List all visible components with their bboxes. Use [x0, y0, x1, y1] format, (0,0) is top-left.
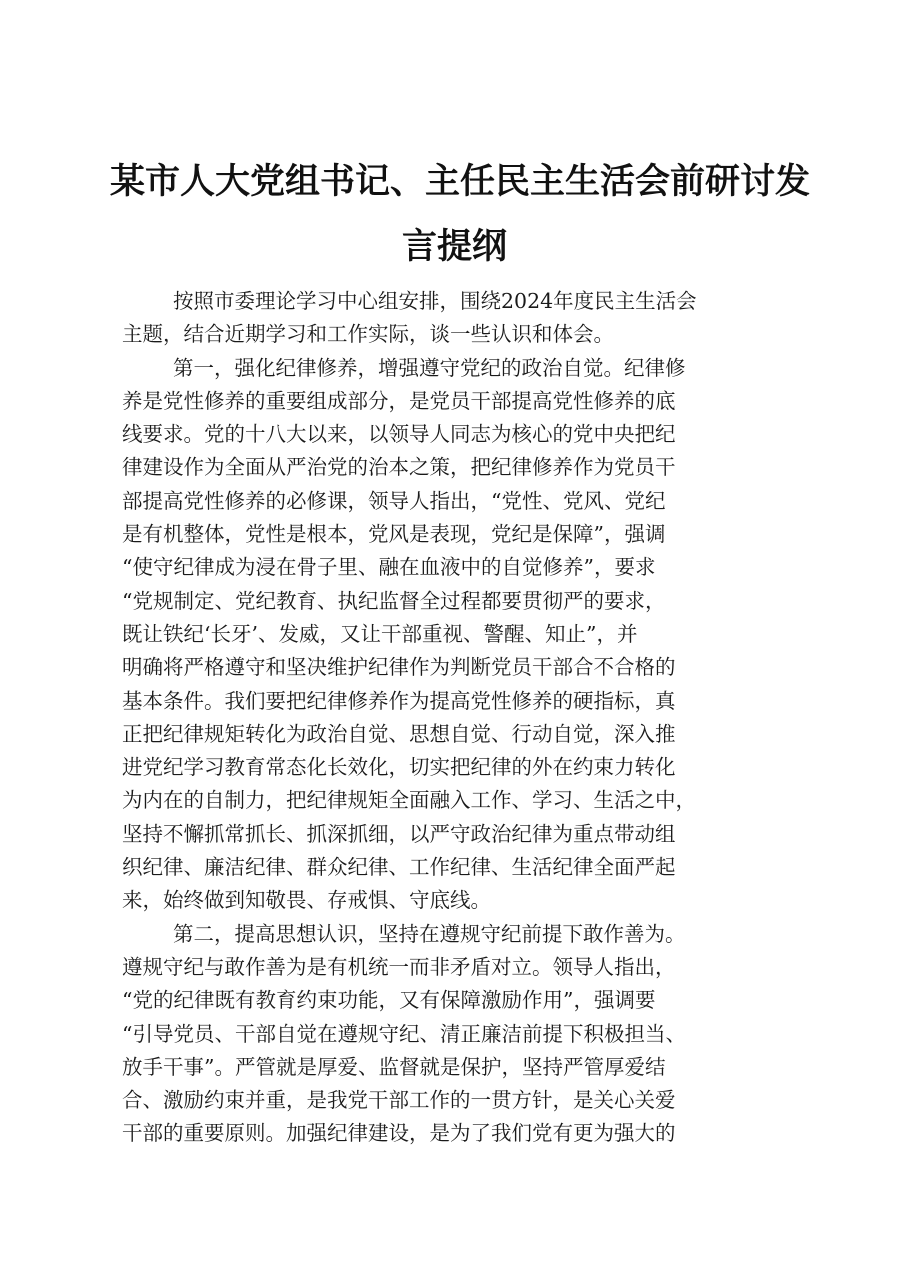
body-line: 正把纪律规矩转化为政治自觉、思想自觉、行动自觉，深入推 [122, 721, 676, 746]
body-line: “引导党员、干部自觉在遵规守纪、清正廉洁前提下积极担当、 [122, 1021, 686, 1046]
document-title-line-1: 某市人大党组书记、主任民主生活会前研讨发 [110, 161, 811, 202]
body-line: 干部的重要原则。加强纪律建设，是为了我们党有更为强大的 [122, 1121, 676, 1146]
body-line: “党规制定、党纪教育、执纪监督全过程都要贯彻严的要求， [122, 588, 666, 613]
body-line: 第一，强化纪律修养，增强遵守党纪的政治自觉。纪律修 [173, 355, 686, 380]
body-line: “使守纪律成为浸在骨子里、融在血液中的自觉修养”，要求 [122, 555, 656, 580]
body-line: 既让铁纪‘长牙’、发威，又让干部重视、警醒、知止”，并 [122, 621, 638, 646]
body-line: 织纪律、廉洁纪律、群众纪律、工作纪律、生活纪律全面严起 [122, 855, 676, 880]
body-line: 为内在的自制力，把纪律规矩全面融入工作、学习、生活之中， [122, 788, 696, 813]
body-line: 合、激励约束并重，是我党干部工作的一贯方针，是关心关爱 [122, 1088, 676, 1113]
document-body [122, 285, 812, 1151]
document-title-line-2: 言提纲 [401, 226, 507, 267]
body-line: 第二，提高思想认识，坚持在遵规守纪前提下敢作善为。 [173, 921, 686, 946]
body-line: 是有机整体，党性是根本，党风是表现，党纪是保障”，强调 [122, 522, 666, 547]
body-line: 部提高党性修养的必修课，领导人指出，“党性、党风、党纪 [122, 488, 666, 513]
body-line: 养是党性修养的重要组成部分，是党员干部提高党性修养的底 [122, 388, 676, 413]
body-line: 来，始终做到知敬畏、存戒惧、守底线。 [122, 888, 491, 913]
body-line: 进党纪学习教育常态化长效化，切实把纪律的外在约束力转化 [122, 755, 676, 780]
body-line: 主题，结合近期学习和工作实际，谈一些认识和体会。 [122, 322, 614, 347]
body-line: “党的纪律既有教育约束功能，又有保障激励作用”，强调要 [122, 988, 656, 1013]
body-line: 明确将严格遵守和坚决维护纪律作为判断党员干部合不合格的 [122, 655, 676, 680]
body-line: 遵规守纪与敢作善为是有机统一而非矛盾对立。领导人指出， [122, 954, 676, 979]
body-line: 按照市委理论学习中心组安排，围绕2024年度民主生活会 [173, 289, 697, 313]
body-line: 坚持不懈抓常抓长、抓深抓细，以严守政治纪律为重点带动组 [122, 821, 676, 846]
body-line: 基本条件。我们要把纪律修养作为提高党性修养的硬指标，真 [122, 688, 676, 713]
body-line: 放手干事”。严管就是厚爱、监督就是保护，坚持严管厚爱结 [122, 1054, 666, 1079]
body-line: 律建设作为全面从严治党的治本之策，把纪律修养作为党员干 [122, 455, 676, 480]
body-line: 线要求。党的十八大以来，以领导人同志为核心的党中央把纪 [122, 422, 676, 447]
